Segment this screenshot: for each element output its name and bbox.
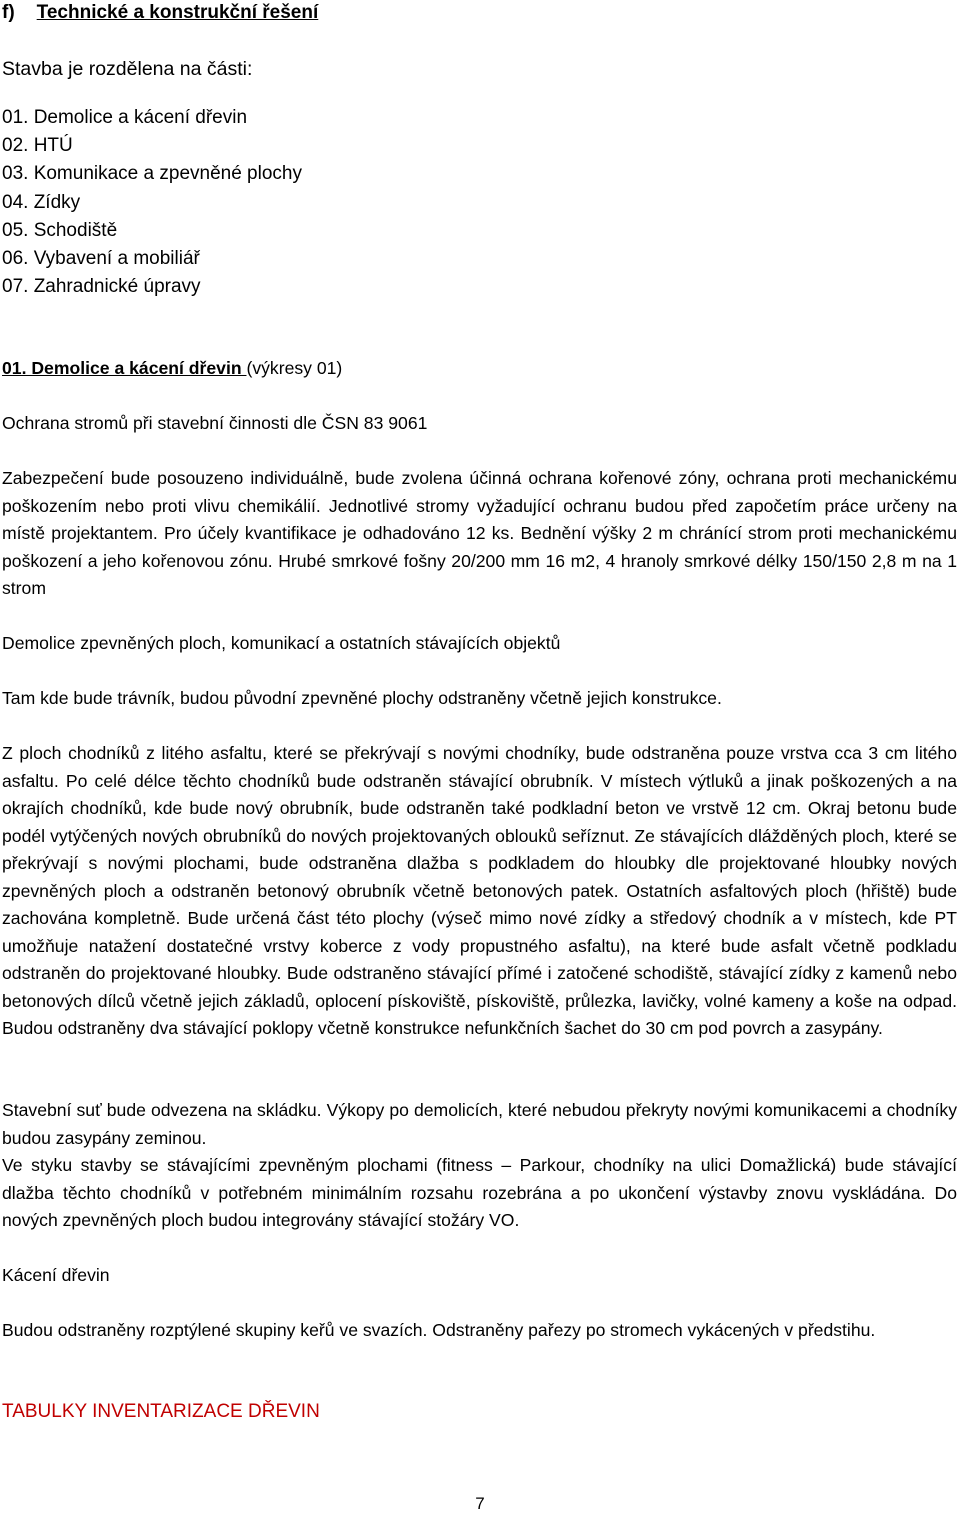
- felling-heading: Kácení dřevin: [2, 1265, 110, 1285]
- felling-paragraph: Budou odstraněny rozptýlené skupiny keřů ve svazích. Odstraněny pařezy po stromech vykácených v předstihu.: [2, 1320, 876, 1340]
- parts-intro: Stavba je rozdělena na části:: [2, 58, 253, 80]
- list-item: 06. Vybavení a mobiliář: [2, 248, 200, 270]
- list-item: 03. Komunikace a zpevněné plochy: [2, 163, 302, 185]
- subsection-title-01: [2, 355, 957, 383]
- tree-inventory-tables-link[interactable]: TABULKY INVENTARIZACE DŘEVIN: [2, 1401, 320, 1422]
- lawn-paragraph: Tam kde bude trávník, budou původní zpevněné plochy odstraněny včetně jejich konstrukce.: [2, 688, 722, 708]
- list-item: 02. HTÚ: [2, 135, 73, 157]
- demolition-heading: Demolice zpevněných ploch, komunikací a ostatních stávajících objektů: [2, 633, 561, 653]
- contact-paragraph: Ve styku stavby se stávajícími zpevněným plochami (fitness – Parkour, chodníky na ulici Domažlická) bude stávající dlažba těchto chodníků v potřebném minimálním rozsahu rozebrána a po ukončení výstavby znovu vyskládána. Do nových zpevněných ploch budou integrovány stávající stožáry VO.: [2, 1155, 957, 1230]
- list-item: 07. Zahradnické úpravy: [2, 276, 201, 298]
- subsection-title-bold: 01. Demolice a kácení dřevin: [2, 358, 247, 378]
- section-title: Technické a konstrukční řešení: [36, 2, 319, 23]
- section-letter: f): [2, 2, 15, 23]
- subsection-title-drawings: (výkresy 01): [246, 358, 343, 378]
- tree-protection-heading: Ochrana stromů při stavební činnosti dle ČSN 83 9061: [2, 413, 428, 433]
- rubble-paragraph: Stavební suť bude odvezena na skládku. Výkopy po demolicích, které nebudou překryty novými komunikacemi a chodníky budou zasypány zeminou.: [2, 1100, 957, 1148]
- list-item: 01. Demolice a kácení dřevin: [2, 107, 248, 128]
- tree-protection-paragraph: Zabezpečení bude posouzeno individuálně, bude zvolena účinná ochrana kořenové zóny, ochrana proti mechanickému poškozením nebo proti vlivu chemikálií. Jednotlivé stromy vyžadující ochranu budou před započetím práce určeny na místě projektantem. Pro účely kvantifikace je odhadováno 12 ks. Bednění výšky 2 m chránící strom proti mechanickému poškození a jeho kořenovou zónu. Hrubé smrkové fošny 20/200 mm 16 m2, 4 hranoly smrkové délky 150/150 2,8 m na 1 strom: [2, 468, 957, 598]
- section-heading-f: [2, 0, 318, 26]
- demolition-paragraph: Z ploch chodníků z litého asfaltu, které se překrývají s novými chodníky, bude odstraněna pouze vrstva cca 3 cm litého asfaltu. Po celé délce těchto chodníků bude odstraněn stávající obrubník. V místech výtluků a jinak poškozených a na okrajích chodníků, kde bude nový obrubník, bude odstraněn také podkladní beton ve vrstvě 12 cm. Okraj betonu bude podél vytýčených nových obrubníků do nových projektovaných oblouků seříznut. Ze stávajících dlážděných ploch, které se překrývají s novými plochami, bude odstraněna dlažba s podkladem do hloubky dle projektované hloubky nových zpevněných ploch a odstraněn betonový obrubník včetně betonových patek. Ostatních asfaltových ploch (hřiště) bude zachována kompletně. Bude určená část této plochy (výseč mimo nové zídky a středový chodník a v místech, kde PT umožňuje natažení dostatečné vrstvy koberce z vody propustného asfaltu), na které bude asfalt včetně podkladu odstraněn do projektované hloubky. Bude odstraněno stávající přímé i zatočené schodiště, stávající zídky z kamenů nebo betonových dílců včetně jejich základů, oplocení pískoviště, pískoviště, průlezka, lavičky, volné kameny a koše na odpad. Budou odstraněny dva stávající poklopy včetně konstrukce nefunkčních šachet do 30 cm pod povrch a zasypány.: [2, 743, 957, 1038]
- parts-list: [2, 104, 302, 301]
- list-item: 05. Schodiště: [2, 219, 118, 241]
- list-item: 04. Zídky: [2, 191, 81, 213]
- page-number: 7: [475, 1494, 485, 1513]
